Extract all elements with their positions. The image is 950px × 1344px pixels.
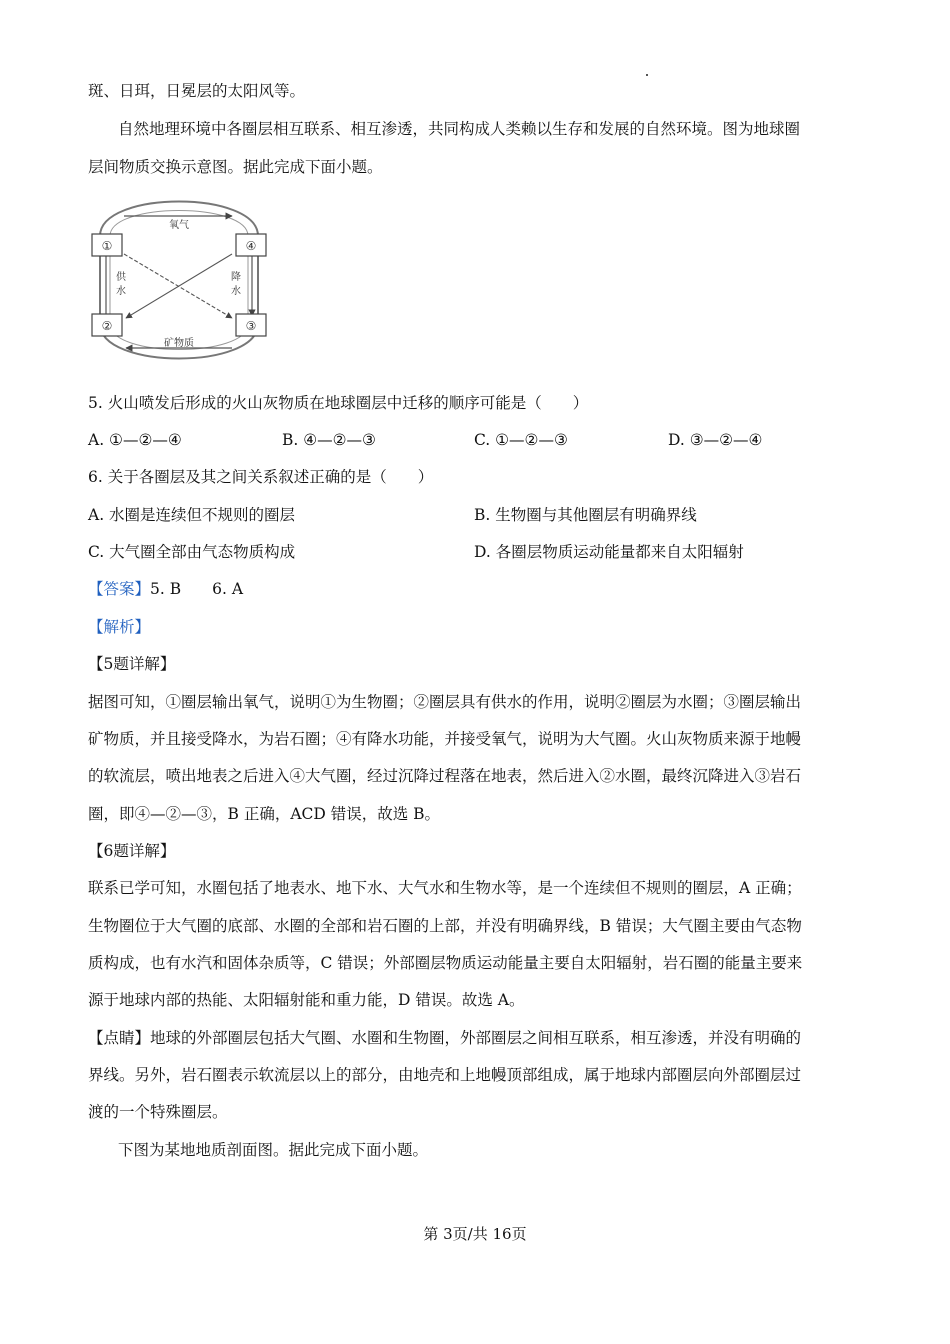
detail5-line-2: 矿物质，并且接受降水，为岩石圈；④有降水功能，并接受氧气，说明为大气圈。火山灰物质来源于地幔 (88, 730, 802, 748)
label-supply-1: 供 (116, 272, 126, 283)
passage-line-2: 层间物质交换示意图。据此完成下面小题。 (88, 158, 383, 176)
label-rain-1: 降 (231, 272, 241, 283)
passage-line-1: 自然地理环境中各圈层相互联系、相互渗透，共同构成人类赖以生存和发展的自然环境。图为地球圈 (118, 120, 801, 138)
detail6-line-2: 生物圈位于大气圈的底部、水圈的全部和岩石圈的上部，并没有明确界线，B 错误；大气圈主要由气态物 (88, 917, 802, 935)
q6-option-b: B. 生物圈与其他圈层有明确界线 (474, 506, 697, 524)
box-2-label: ② (101, 319, 113, 333)
detail6-line-4: 源于地球内部的热能、太阳辐射能和重力能，D 错误。故选 A。 (88, 991, 525, 1009)
box-4-label: ④ (245, 239, 257, 253)
arrow-cross-2 (126, 254, 232, 318)
box-1-label: ① (101, 239, 113, 253)
page-footer: 第 3页/共 16页 (423, 1225, 527, 1243)
intro-line: 斑、日珥，日冕层的太阳风等。 (88, 82, 306, 100)
q5-option-d: D. ③—②—④ (668, 431, 763, 449)
label-supply-2: 水 (116, 286, 126, 297)
q5-stem: 5. 火山喷发后形成的火山灰物质在地球圈层中迁移的顺序可能是（ ） (88, 394, 589, 412)
box-2 (92, 314, 122, 336)
box-3 (236, 314, 266, 336)
tip-line-3: 渡的一个特殊圈层。 (88, 1103, 228, 1121)
answer-tag: 【答案】 (88, 580, 151, 598)
box-1 (92, 234, 122, 256)
detail6-line-3: 质构成，也有水汽和固体杂质等，C 错误；外部圈层物质运动能量主要自太阳辐射，岩石圈的能量主要来 (88, 954, 803, 972)
tip-line-2: 界线。另外，岩石圈表示软流层以上的部分，由地壳和上地幔顶部组成，属于地球内部圈层向外部圈层过 (88, 1066, 802, 1084)
next-intro: 下图为某地地质剖面图。据此完成下面小题。 (118, 1141, 429, 1159)
answer-line (88, 578, 243, 600)
detail5-line-1: 据图可知，①圈层输出氧气，说明①为生物圈；②圈层具有供水的作用，说明②圈层为水圈；③圈层输出 (88, 693, 802, 711)
answer-text: 5. B 6. A (150, 580, 244, 598)
detail6-heading: 【6题详解】 (88, 842, 176, 860)
q6-option-a: A. 水圈是连续但不规则的圈层 (88, 506, 296, 524)
box-4 (236, 234, 266, 256)
detail5-heading: 【5题详解】 (88, 655, 176, 673)
q6-option-d: D. 各圈层物质运动能量都来自太阳辐射 (474, 543, 744, 561)
box-3-label: ③ (245, 319, 257, 333)
q6-option-c: C. 大气圈全部由气态物质构成 (88, 543, 296, 561)
label-oxygen: 氧气 (169, 220, 189, 231)
q5-option-c: C. ①—②—③ (474, 431, 568, 449)
detail5-line-3: 的软流层，喷出地表之后进入④大气圈，经过沉降过程落在地表，然后进入②水圈，最终沉降进入③岩石 (88, 767, 802, 785)
q5-option-b: B. ④—②—③ (282, 431, 376, 449)
analysis-tag: 【解析】 (88, 618, 151, 636)
label-mineral: 矿物质 (164, 338, 194, 349)
sphere-exchange-diagram (86, 196, 272, 372)
q5-option-a: A. ①—②—④ (88, 431, 182, 449)
scan-dot (646, 74, 648, 76)
detail6-line-1: 联系已学可知，水圈包括了地表水、地下水、大气水和生物水等，是一个连续但不规则的圈层，A 正确； (88, 879, 802, 897)
q6-stem: 6. 关于各圈层及其之间关系叙述正确的是（ ） (88, 468, 434, 486)
label-rain-2: 水 (231, 286, 241, 297)
detail5-line-4: 圈，即④—②—③，B 正确，ACD 错误，故选 B。 (88, 805, 441, 823)
tip-line-1: 【点睛】地球的外部圈层包括大气圈、水圈和生物圈，外部圈层之间相互联系，相互渗透，并没有明确的 (88, 1029, 802, 1047)
